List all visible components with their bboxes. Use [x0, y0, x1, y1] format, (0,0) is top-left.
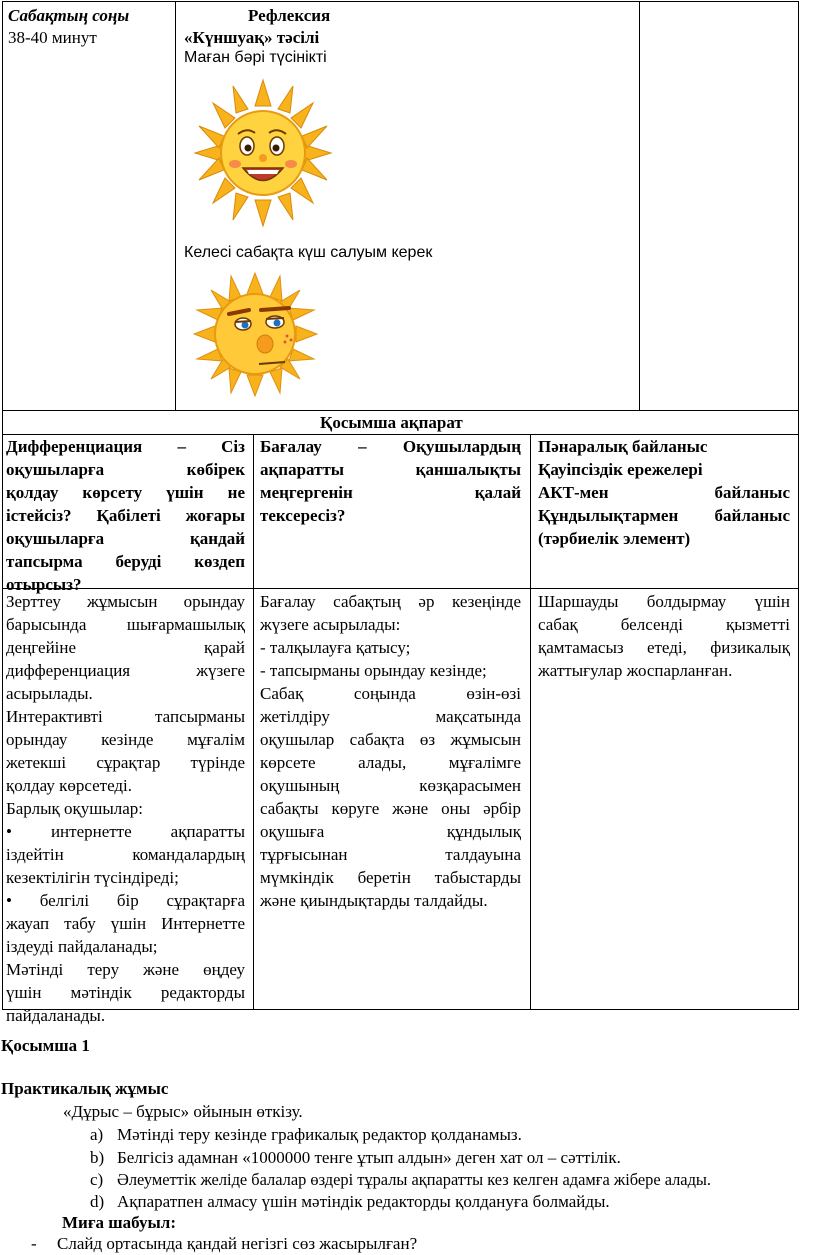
table-border-right	[798, 1, 799, 411]
list-item-marker: a)	[90, 1125, 104, 1144]
col-divider	[639, 1, 640, 411]
practical-work-heading: Практикалық жұмыс	[1, 1079, 169, 1098]
list-item-marker: b)	[90, 1148, 105, 1167]
list-item: Ақпаратпен алмасу үшін мәтіндік редакторды қолдануға болмайды.	[117, 1192, 610, 1211]
col-divider	[253, 434, 254, 1010]
happy-sun-image	[193, 78, 333, 228]
game-intro: «Дұрыс – бұрыс» ойынын өткізу.	[63, 1102, 303, 1121]
list-item: Белгісіз адамнан «1000000 тенге ұтып алдын» деген хат ол – сәттілік.	[117, 1148, 621, 1167]
table-border-top	[2, 1, 799, 2]
list-item: Әлеуметтік желіде балалар өздері тұралы ақпаратты кез келген адамға жібере алады.	[117, 1170, 712, 1189]
table-border-left	[2, 1, 3, 411]
question-text: Слайд ортасында қандай негізгі сөз жасырылған?	[57, 1234, 418, 1253]
reflection-method: «Күншуақ» тәсілі	[184, 28, 320, 47]
stage-title: Сабақтың соңы	[8, 6, 130, 25]
list-item-marker: d)	[90, 1192, 105, 1211]
assessment-body: Бағалау сабақтың әр кезеңінде жүзеге асырылады: - талқылауға қатысу; - тапсырманы орындау кезінде; Сабақ соңында өзін-өзі жетілдіру мақсатында оқушылар сабақта өз жұмысын көрсете алады, мұғалімге оқушының көзқарасымен сабақты көруге және оны әрбір оқушыға құндылық тұрғысынан талдауына мүмкіндік беретін табыстарды және қиындықтарды талдайды.	[260, 592, 521, 910]
extra-info-header: Қосымша ақпарат	[320, 413, 463, 432]
table2-border-right	[798, 410, 799, 1010]
tired-sun-image	[193, 272, 318, 397]
col-divider	[530, 434, 531, 1010]
brain-attack-heading: Миға шабуыл:	[62, 1213, 176, 1232]
interdisciplinary-body: Шаршауды болдырмау үшін сабақ белсенді қызметті қамтамасыз етеді, физикалық жаттығулар жоспарланған.	[538, 592, 790, 680]
differentiation-body: Зерттеу жұмысын орындау барысында шығармашылық деңгейіне қарай дифференциация жүзеге асырылады. Интерактивті тапсырманы орындау кезінде мұғалім жетекші сұрақтар түрінде қолдау көрсетеді. Барлық оқушылар: • интернетте ақпаратты іздейтін командалардың кезектілігін түсіндіреді; • белгілі бір сұрақтарға жауап табу үшін Интернетте іздеуді пайдаланады; Мәтінді теру және өңдеу үшін мәтіндік редакторды пайдаланады.	[6, 592, 245, 1025]
happy-label: Маған бәрі түсінікті	[184, 49, 327, 66]
sun-face	[221, 111, 305, 195]
col-divider	[175, 1, 176, 411]
sad-label: Келесі сабақта күш салуым керек	[184, 244, 433, 261]
table2-border-left	[2, 410, 3, 1010]
stage-time: 38-40 минут	[8, 28, 97, 47]
assessment-head: Бағалау – Оқушылардың ақпаратты қаншалықты меңгергенін қалай тексересіз?	[260, 437, 521, 525]
list-item-marker: c)	[90, 1170, 104, 1189]
question-marker: -	[31, 1234, 37, 1253]
reflection-title: Рефлексия	[248, 6, 331, 25]
appendix-title: Қосымша 1	[1, 1036, 90, 1055]
interdisciplinary-head: Пәнаралық байланыс Қауіпсіздік ережелері АКТ-мен байланыс Құндылықтармен байланыс (тәрбиелік элемент)	[538, 437, 790, 548]
differentiation-head: Дифференциация – Сіз оқушыларға көбірек қолдау көрсету үшін не істейсіз? Қабілеті жоғары оқушыларға қандай тапсырма беруді көздеп отырсыз?	[6, 437, 245, 594]
list-item: Мәтінді теру кезінде графикалық редактор қолданамыз.	[117, 1125, 522, 1144]
